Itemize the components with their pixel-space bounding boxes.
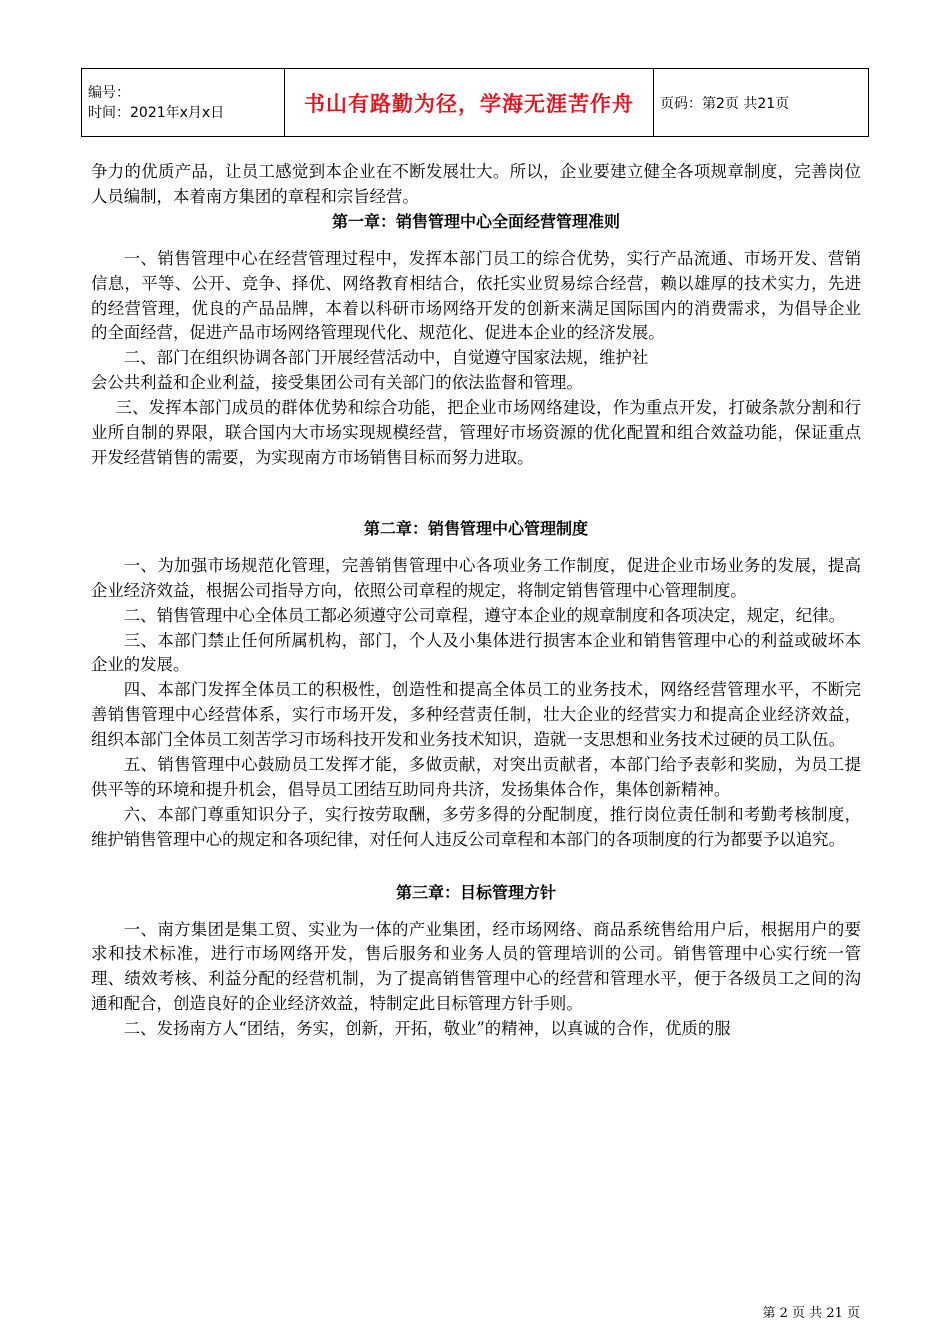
page-header xyxy=(81,68,869,137)
paragraph: 六、本部门尊重知识分子，实行按劳取酬，多劳多得的分配制度，推行岗位责任制和考勤考核制度，维护销售管理中心的规定和各项纪律，对任何人违反公司章程和本部门的各项制度的行为都要予以追究。 xyxy=(91,804,861,849)
page-footer: 第 2 页 共 21 页 xyxy=(762,1306,860,1321)
paragraph: 争力的优质产品，让员工感觉到本企业在不断发展壮大。所以，企业要建立健全各项规章制度，完善岗位人员编制，本着南方集团的章程和宗旨经营。 xyxy=(91,162,861,206)
paragraph: 三、本部门禁止任何所属机构，部门，个人及小集体进行损害本企业和销售管理中心的利益或破坏本企业的发展。 xyxy=(91,630,861,675)
document-body xyxy=(91,160,861,1042)
chapter-heading: 第三章：目标管理方针 xyxy=(395,882,556,902)
paragraph: 会公共利益和企业利益，接受集团公司有关部门的依法监督和管理。 xyxy=(91,373,583,393)
header-number: 编号： xyxy=(88,84,130,101)
header-meta xyxy=(82,69,285,137)
paragraph: 一、南方集团是集工贸、实业为一体的产业集团，经市场网络、商品系统售给用户后，根据用户的要求和技术标准，进行市场网络开发，售后服务和业务人员的管理培训的公司。销售管理中心实行统一管理、绩效考核、利益分配的经营机制，为了提高销售管理中心的经营和管理水平，便于各级员工之间的沟通和配合，创造良好的企业经济效益，特制定此目标管理方针手则。 xyxy=(91,919,861,1014)
paragraph: 一、销售管理中心在经营管理过程中，发挥本部门员工的综合优势，实行产品流通、市场开发、营销信息，平等、公开、竞争、择优、网络教育相结合，依托实业贸易综合经营，赖以雄厚的技术实力，先进的经营管理，优良的产品品牌，本着以科研市场网络开发的创新来满足国际国内的消费需求，为倡导企业的全面经营，促进产品市场网络管理现代化、规范化、促进本企业的经济发展。 xyxy=(91,248,861,343)
chapter-heading: 第二章：销售管理中心管理制度 xyxy=(363,518,588,538)
paragraph: 二、销售管理中心全体员工都必须遵守公司章程，遵守本企业的规章制度和各项决定，规定，纪律。 xyxy=(123,605,845,625)
paragraph: 二、发扬南方人“团结，务实，创新，开拓，敬业”的精神，以真诚的合作，优质的服 xyxy=(123,1019,731,1039)
header-motto: 书山有路勤为径，学海无涯苦作舟 xyxy=(285,69,654,137)
header-page-info: 页码：第2页 共21页 xyxy=(654,69,869,137)
paragraph: 一、为加强市场规范化管理，完善销售管理中心各项业务工作制度，促进企业市场业务的发展，提高企业经济效益，根据公司指导方向，依照公司章程的规定，将制定销售管理中心管理制度。 xyxy=(91,555,861,600)
header-time: 时间：2021年x月x日 xyxy=(88,104,225,121)
chapter-heading: 第一章：销售管理中心全面经营管理准则 xyxy=(331,211,620,231)
paragraph: 三、发挥本部门成员的群体优势和综合功能，把企业市场网络建设，作为重点开发，打破条款分割和行业所自制的界限，联合国内大市场实现规模经营，管理好市场资源的优化配置和组合效益功能，保证重点开发经营销售的需要，为实现南方市场销售目标而努力进取。 xyxy=(91,398,861,467)
paragraph: 四、本部门发挥全体员工的积极性，创造性和提高全体员工的业务技术，网络经营管理水平，不断完善销售管理中心经营体系，实行市场开发，多种经营责任制，壮大企业的经营实力和提高企业经济效益，组织本部门全体员工刻苦学习市场科技开发和业务技术知识，造就一支思想和业务技术过硬的员工队伍。 xyxy=(91,680,861,750)
paragraph: 二、部门在组织协调各部门开展经营活动中，自觉遵守国家法规，维护社 xyxy=(123,348,649,368)
paragraph: 五、销售管理中心鼓励员工发挥才能，多做贡献，对突出贡献者，本部门给予表彰和奖励，为员工提供平等的环境和提升机会，倡导员工团结互助同舟共济，发扬集体合作，集体创新精神。 xyxy=(91,755,861,799)
